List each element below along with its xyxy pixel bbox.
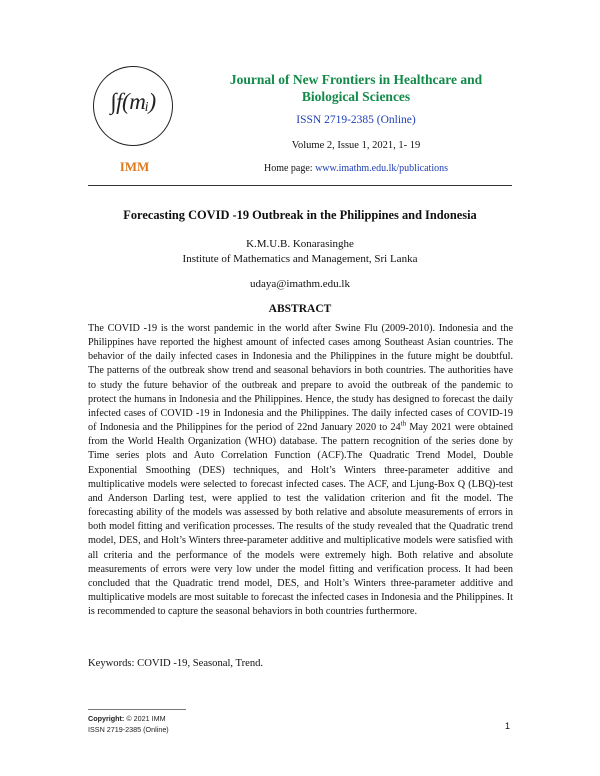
paper-title: Forecasting COVID -19 Outbreak in the Philippines and Indonesia bbox=[123, 208, 477, 222]
logo-formula: ∫f(mᵢ) bbox=[110, 89, 156, 114]
journal-logo bbox=[91, 66, 178, 174]
abstract-body bbox=[88, 322, 513, 619]
issn-online: ISSN 2719-2385 (Online) bbox=[296, 114, 416, 126]
author-affiliation: Institute of Mathematics and Management, Sri Lanka bbox=[182, 253, 418, 265]
homepage bbox=[206, 163, 506, 174]
copyright-label: Copyright: bbox=[88, 714, 125, 723]
journal-title-line2: Biological Sciences bbox=[301, 89, 411, 104]
copyright-text: © 2021 IMM bbox=[124, 714, 166, 723]
homepage-label: Home page: bbox=[263, 163, 316, 174]
abstract-heading: ABSTRACT bbox=[268, 303, 332, 315]
journal-title bbox=[206, 71, 506, 105]
logo-text: IMM bbox=[119, 159, 150, 174]
abstract-text-part2: May 2021 were obtained from the World Health Organization (WHO) database. The pattern recognition of the series done by Time series plots and Auto Correlation Function (ACF).The Quadratic Trend Model, Double Exponential Smoothing (DES) techniques, and Holt’s Winters three-parameter additive and multiplicative models were selected to forecast infected cases. The ACF, and Ljung-Box Q (LBQ)-test and Anderson Darling test, were applied to test the validation criterion and fit the model. The forecasting ability of the models was assessed by both relative and absolute measurements of errors in both model fitting and verification processes. The results of the study revealed that the Quadratic trend model, DES, and Holt’s Winters three-parameter additive and multiplicative models were satisfied with all criteria and the performance of the models were extremely high. Both relative and absolute measurements of errors were very low under the model fitting and verification process. It had been concluded that the Quadratic trend model, DES, and Holt’s Winters three-parameter additive and multiplicative models are most suitable to forecast the infected cases in Indonesia and the Philippines. It is recommended to capture the seasonal behaviors in both countries furthermore. bbox=[88, 422, 514, 618]
footer bbox=[88, 713, 169, 735]
keywords: Keywords: COVID -19, Seasonal, Trend. bbox=[88, 658, 264, 669]
logo-emblem bbox=[93, 66, 173, 146]
abstract-superscript: th bbox=[400, 419, 407, 428]
volume-issue: Volume 2, Issue 1, 2021, 1- 19 bbox=[291, 140, 421, 151]
footer-divider bbox=[88, 709, 186, 710]
footer-issn: ISSN 2719-2385 (Online) bbox=[88, 725, 169, 734]
abstract-text-part1: The COVID -19 is the worst pandemic in the world after Swine Flu (2009-2010). Indonesia and the Philippines have reported the highest amount of infected cases among Southeast Asian countries. The behavior of the daily infected cases in Indonesia and the Philippines in the future might be doubtful. The patterns of the outbreak show trend and seasonal behaviors in both countries. The authorities have to study the future behavior of the outbreak and prepare to avoid the outbreak of the pandemic to protect the humans in Indonesia and the Philippines. Hence, the study has designed to forecast the daily infected cases of COVID -19 in Indonesia and the Philippines. The daily infected cases of COVID-19 of Indonesia and the Philippines for the period of 22nd January 2020 to 24 bbox=[88, 323, 513, 434]
header-divider bbox=[88, 185, 512, 186]
homepage-link[interactable]: www.imathm.edu.lk/publications bbox=[315, 163, 449, 174]
journal-title-line1: Journal of New Frontiers in Healthcare and bbox=[229, 72, 483, 87]
author-email[interactable]: udaya@imathm.edu.lk bbox=[250, 278, 350, 290]
author-name: K.M.U.B. Konarasinghe bbox=[246, 238, 354, 250]
page-number: 1 bbox=[505, 721, 511, 731]
copyright-line bbox=[88, 713, 169, 724]
